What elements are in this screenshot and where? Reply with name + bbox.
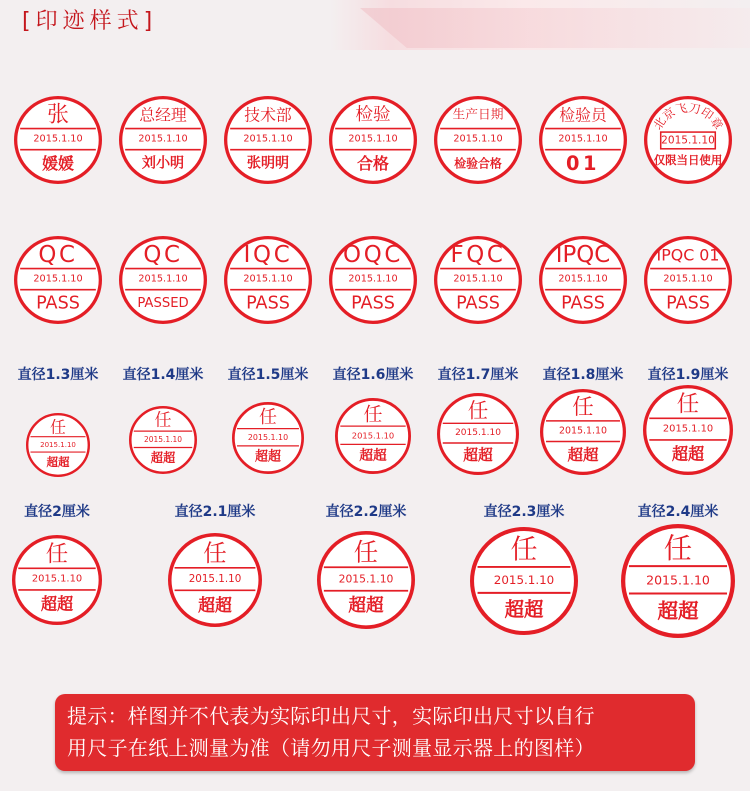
seal-stamp — [325, 92, 421, 188]
seal-stamp — [536, 385, 630, 479]
seal-date: 2015.1.10 — [338, 572, 394, 586]
seal-top-text: 任 — [663, 532, 693, 566]
seal-date: 2015.1.10 — [663, 273, 713, 285]
notice-line-1: 提示：样图并不代表为实际印出尺寸，实际印出尺寸以自行 — [67, 704, 595, 728]
seal-stamp — [115, 232, 211, 328]
seal-bottom-text: 合格 — [357, 153, 389, 173]
seal-stamp — [115, 92, 211, 188]
seal-date: 2015.1.10 — [646, 572, 710, 588]
seal-top-text: IPQC 01 — [656, 245, 720, 265]
seal-stamp — [617, 520, 739, 642]
seal-date: 2015.1.10 — [243, 273, 293, 285]
diameter-label: 直径1.6厘米 — [332, 367, 414, 383]
notice-line-2: 用尺子在纸上测量为准（请勿用尺子测量显示器上的图样） — [67, 736, 595, 760]
seal-date: 2015.1.10 — [558, 425, 608, 437]
seal-bottom-text: 超超 — [255, 449, 281, 465]
seal-bottom-text: 超超 — [463, 447, 493, 465]
seal-date: 2015.1.10 — [453, 273, 503, 285]
notice-box — [55, 694, 695, 771]
seal-bottom-text: 超超 — [46, 454, 70, 469]
seal-top-text: 任 — [467, 398, 489, 423]
diameter-label: 直径1.7厘米 — [437, 367, 519, 383]
seal-stamp — [125, 402, 201, 478]
seal-date: 2015.1.10 — [351, 430, 395, 441]
seal-top-text: 任 — [676, 391, 700, 418]
seal-stamp — [535, 232, 631, 328]
seal-bottom-text: PASS — [351, 293, 395, 314]
seal-stamp — [220, 92, 316, 188]
seal-top-text: QC — [38, 241, 78, 268]
seal-stamp — [10, 92, 106, 188]
seal-top-text: 任 — [154, 410, 172, 431]
seal-date: 2015.1.10 — [493, 572, 555, 587]
seal-date: 2015.1.10 — [558, 273, 608, 285]
seal-date: 2015.1.10 — [33, 133, 83, 145]
seal-stamp — [640, 92, 736, 188]
seal-bottom-text: PASS — [456, 293, 500, 314]
seal-bottom-text: 检验合格 — [454, 156, 502, 171]
seal-bottom-text: PASSED — [137, 295, 189, 311]
seal-bottom-text: PASS — [666, 293, 710, 314]
diameter-label: 直径2.3厘米 — [483, 504, 565, 520]
seal-bottom-text: 超超 — [198, 594, 232, 615]
diameter-label: 直径1.5厘米 — [227, 367, 309, 383]
seal-top-text: IQC — [243, 241, 293, 268]
notice-text — [67, 700, 687, 764]
seal-stamp — [640, 232, 736, 328]
seal-bottom-text: 超超 — [504, 598, 544, 622]
seal-bottom-text: 超超 — [657, 599, 699, 624]
seal-date: 2015.1.10 — [247, 432, 289, 442]
seal-stamp — [535, 92, 631, 188]
seal-top-text: 任 — [353, 537, 379, 567]
diameter-label: 直径1.9厘米 — [647, 367, 729, 383]
seal-top-text: FQC — [450, 241, 506, 268]
seal-date: 2015.1.10 — [348, 133, 398, 145]
seal-date: 2015.1.10 — [188, 573, 242, 586]
seal-top-text: 总经理 — [139, 105, 187, 125]
seal-date: 2015.1.10 — [138, 273, 188, 285]
seal-stamp — [220, 232, 316, 328]
seal-bottom-text: 超超 — [567, 445, 599, 464]
section-title: [印迹样式] — [22, 9, 158, 34]
seal-bottom-text: 超超 — [40, 594, 74, 614]
seal-bottom-text: 超超 — [348, 595, 384, 616]
seal-top-text: 检验 — [355, 104, 391, 125]
seal-top-text: 任 — [510, 534, 538, 566]
seal-top-text: IPQC — [555, 241, 611, 268]
seal-date: 2015.1.10 — [348, 273, 398, 285]
seal-stamp — [22, 409, 94, 481]
seal-top-text: 任 — [363, 403, 383, 426]
seal-stamp — [639, 381, 737, 479]
diameter-label: 直径1.3厘米 — [17, 367, 99, 383]
seal-stamp — [228, 398, 308, 478]
seal-bottom-text: PASS — [246, 293, 290, 314]
seal-stamp — [466, 523, 582, 639]
seal-top-text: 任 — [572, 394, 594, 420]
seal-top-text: OQC — [343, 241, 403, 268]
seal-top-text: 任 — [203, 539, 227, 568]
seal-stamp — [8, 531, 106, 629]
diameter-label: 直径2厘米 — [24, 504, 90, 520]
seal-arc-text: 北京飞刀印章 — [650, 100, 726, 133]
seal-date: 2015.1.10 — [31, 573, 83, 585]
diameter-label: 直径1.8厘米 — [542, 367, 624, 383]
seal-top-text: 张 — [46, 102, 70, 128]
seal-date: 2015.1.10 — [661, 134, 715, 147]
seal-bottom-text: 超超 — [671, 444, 705, 464]
seal-date: 2015.1.10 — [243, 133, 293, 145]
seal-stamp — [325, 232, 421, 328]
seal-bottom-text: 01 — [566, 151, 600, 175]
seal-stamp — [10, 232, 106, 328]
seal-stamp — [331, 394, 415, 478]
seal-stamp — [313, 527, 419, 633]
seal-date: 2015.1.10 — [33, 273, 83, 285]
seal-bottom-text: 刘小明 — [141, 155, 185, 172]
seal-top-text: 生产日期 — [452, 107, 504, 123]
seal-date: 2015.1.10 — [453, 133, 503, 145]
seal-bottom-text: 超超 — [359, 448, 387, 465]
seal-top-text: 任 — [45, 541, 69, 568]
seal-stamp — [430, 232, 526, 328]
seal-date: 2015.1.10 — [143, 434, 183, 444]
diameter-label: 直径2.2厘米 — [325, 504, 407, 520]
seal-date: 2015.1.10 — [662, 423, 714, 435]
seal-stamp — [430, 92, 526, 188]
diameter-label: 直径1.4厘米 — [122, 367, 204, 383]
seal-date: 2015.1.10 — [558, 133, 608, 145]
seal-bottom-text: 张明明 — [246, 155, 290, 172]
seal-date: 2015.1.10 — [455, 428, 501, 439]
seal-bottom-text: PASS — [36, 293, 80, 314]
seal-stamp — [164, 529, 266, 631]
seal-date: 2015.1.10 — [138, 133, 188, 145]
seal-top-text: 技术部 — [244, 105, 292, 125]
seal-top-text: QC — [143, 241, 183, 268]
seal-bottom-text: PASS — [561, 293, 605, 314]
seal-date: 2015.1.10 — [40, 439, 76, 449]
seal-bottom-text: 媛媛 — [42, 153, 74, 173]
seal-bottom-text: 仅限当日使用 — [653, 153, 723, 168]
seal-bottom-text: 超超 — [150, 451, 176, 466]
seal-stamp — [433, 389, 523, 479]
diameter-label: 直径2.1厘米 — [174, 504, 256, 520]
diameter-label: 直径2.4厘米 — [637, 504, 719, 520]
seal-top-text: 任 — [49, 417, 67, 437]
seal-top-text: 检验员 — [559, 105, 607, 125]
seal-top-text: 任 — [259, 406, 277, 428]
